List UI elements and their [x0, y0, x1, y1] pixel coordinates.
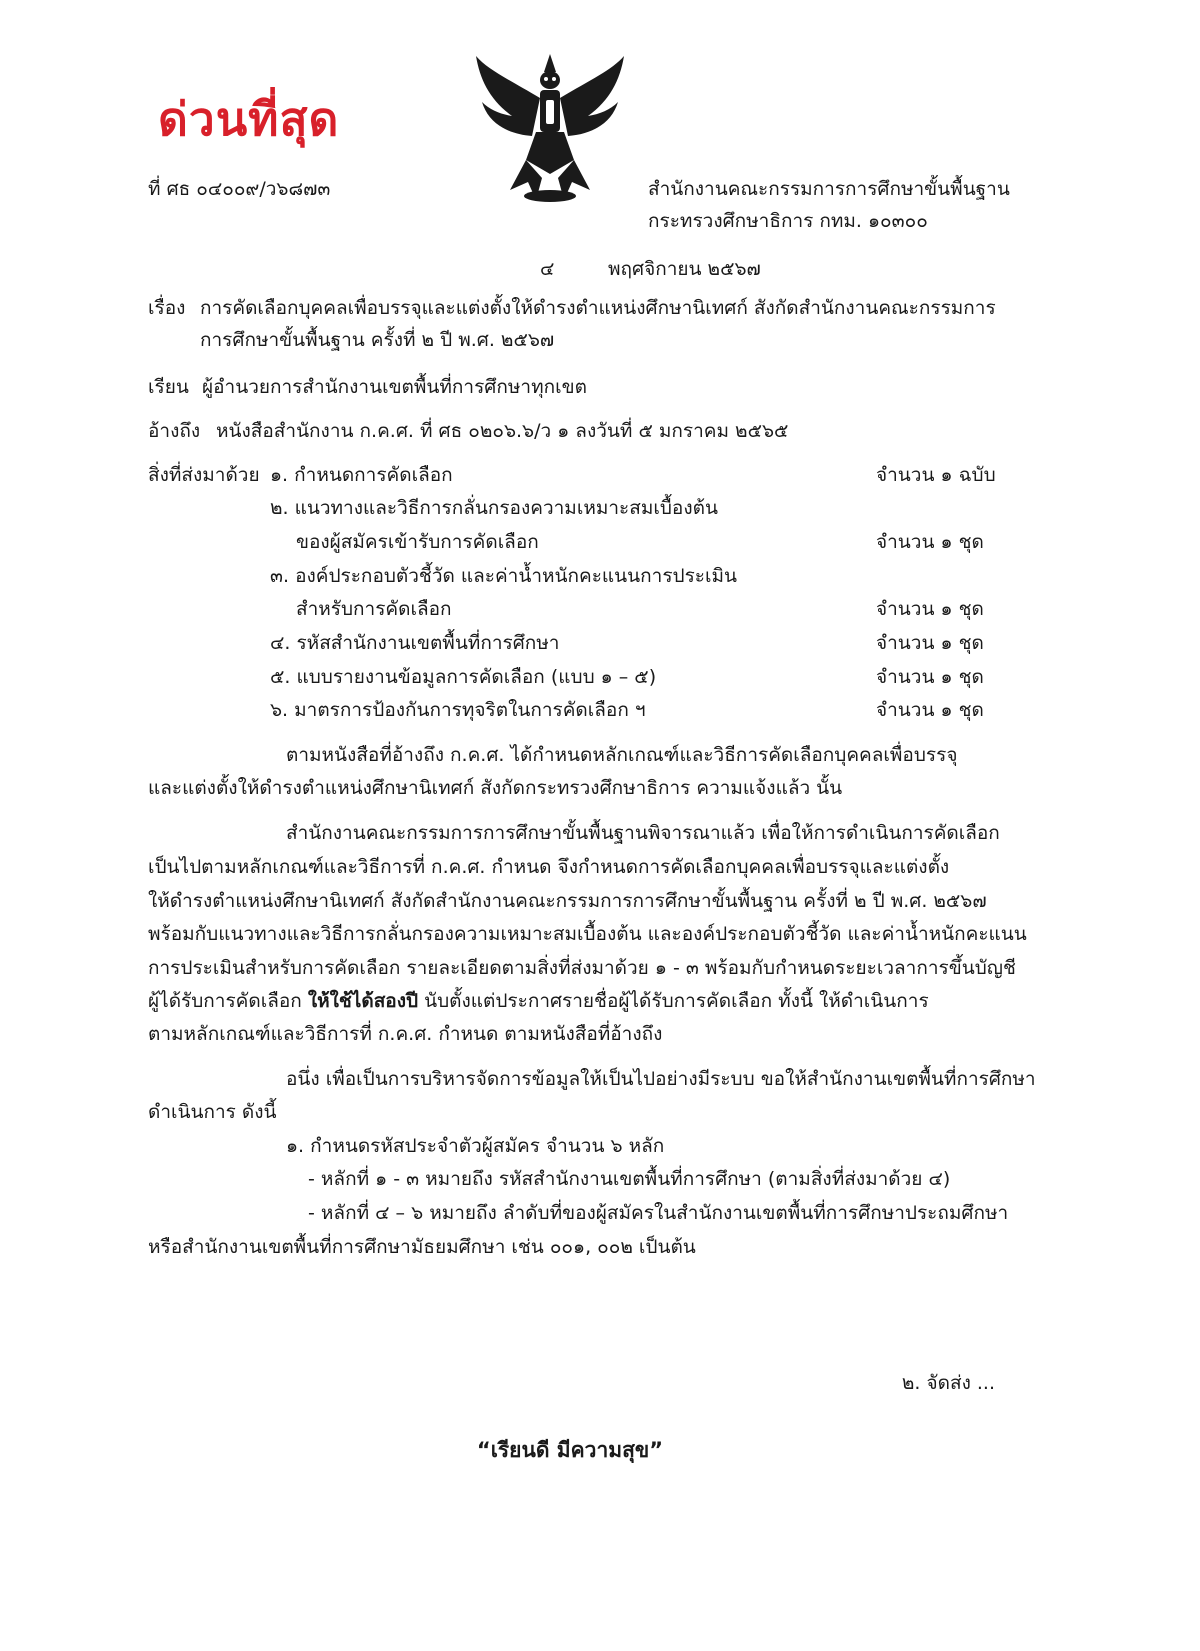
- para2-line-2: เป็นไปตามหลักเกณฑ์และวิธีการที่ ก.ค.ศ. กำหนด จึงกำหนดการคัดเลือกบุคคลเพื่อบรรจุและแต่งตั้ง: [148, 856, 950, 878]
- garuda-emblem-icon: [470, 50, 630, 210]
- enclosures-label: สิ่งที่ส่งมาด้วย: [148, 464, 260, 486]
- para2-line-7: ตามหลักเกณฑ์และวิธีการที่ ก.ค.ศ. กำหนด ตามหนังสือที่อ้างถึง: [148, 1023, 663, 1045]
- para2-line-5: การประเมินสำหรับการคัดเลือก รายละเอียดตามสิ่งที่ส่งมาด้วย ๑ - ๓ พร้อมกับกำหนดระยะเวลาการขึ้นบัญชี: [148, 957, 1016, 979]
- para3-bullet-1: - หลักที่ ๑ - ๓ หมายถึง รหัสสำนักงานเขตพื้นที่การศึกษา (ตามสิ่งที่ส่งมาด้วย ๔): [308, 1168, 951, 1190]
- enclosure-3: ๓. องค์ประกอบตัวชี้วัด และค่าน้ำหนักคะแนนการประเมิน: [270, 565, 738, 587]
- urgent-stamp: ด่วนที่สุด: [158, 92, 340, 146]
- enclosure-3-qty: จำนวน ๑ ชุด: [876, 598, 984, 620]
- date-month-year: พฤศจิกายน ๒๕๖๗: [608, 258, 761, 280]
- para2-line-1: สำนักงานคณะกรรมการการศึกษาขั้นพื้นฐานพิจารณาแล้ว เพื่อให้การดำเนินการคัดเลือก: [286, 822, 1000, 844]
- enclosure-1-qty: จำนวน ๑ ฉบับ: [876, 464, 996, 486]
- enclosure-5-qty: จำนวน ๑ ชุด: [876, 666, 984, 688]
- continued-marker: ๒. จัดส่ง ...: [901, 1372, 995, 1394]
- document-number: ที่ ศธ ๐๔๐๐๙/ว๖๘๗๓: [148, 178, 331, 200]
- enclosure-5: ๕. แบบรายงานข้อมูลการคัดเลือก (แบบ ๑ – ๕): [270, 666, 657, 688]
- enclosure-4: ๔. รหัสสำนักงานเขตพื้นที่การศึกษา: [270, 632, 560, 654]
- para3-line-2: ดำเนินการ ดังนี้: [148, 1101, 277, 1123]
- subject-label: เรื่อง: [148, 297, 186, 319]
- reference-label: อ้างถึง: [148, 420, 201, 442]
- para3-line-1: อนึ่ง เพื่อเป็นการบริหารจัดการข้อมูลให้เป็นไปอย่างมีระบบ ขอให้สำนักงานเขตพื้นที่การศึกษา: [286, 1068, 1036, 1090]
- para2-line-6c: นับตั้งแต่ประกาศรายชื่อผู้ได้รับการคัดเลือก ทั้งนี้ ให้ดำเนินการ: [424, 990, 929, 1012]
- enclosure-2: ๒. แนวทางและวิธีการกลั่นกรองความเหมาะสมเบื้องต้น: [270, 497, 718, 519]
- para3-bullet-2-cont: หรือสำนักงานเขตพื้นที่การศึกษามัธยมศึกษา เช่น ๐๐๑, ๐๐๒ เป็นต้น: [148, 1236, 696, 1258]
- enclosure-2-qty: จำนวน ๑ ชุด: [876, 531, 984, 553]
- enclosure-4-qty: จำนวน ๑ ชุด: [876, 632, 984, 654]
- subject-line-1: การคัดเลือกบุคคลเพื่อบรรจุและแต่งตั้งให้ดำรงตำแหน่งศึกษานิเทศก์ สังกัดสำนักงานคณะกรรมการ: [200, 297, 996, 319]
- date-day: ๔: [540, 258, 555, 280]
- enclosure-2-cont: ของผู้สมัครเข้ารับการคัดเลือก: [296, 531, 539, 553]
- para2-line-4: พร้อมกับแนวทางและวิธีการกลั่นกรองความเหมาะสมเบื้องต้น และองค์ประกอบตัวชี้วัด และค่าน้ำหนักคะแนน: [148, 923, 1027, 945]
- para2-line-6a: ผู้ได้รับการคัดเลือก: [148, 990, 302, 1012]
- para2-line-6: [148, 990, 929, 1013]
- to-label: เรียน: [148, 376, 189, 398]
- para1-line-1: ตามหนังสือที่อ้างถึง ก.ค.ศ. ได้กำหนดหลักเกณฑ์และวิธีการคัดเลือกบุคคลเพื่อบรรจุ: [286, 744, 958, 766]
- issuer-address: กระทรวงศึกษาธิการ กทม. ๑๐๓๐๐: [648, 210, 928, 232]
- enclosure-1: ๑. กำหนดการคัดเลือก: [270, 464, 453, 486]
- motto: “เรียนดี มีความสุข”: [476, 1438, 664, 1462]
- para3-bullet-2: - หลักที่ ๔ – ๖ หมายถึง ลำดับที่ของผู้สมัครในสำนักงานเขตพื้นที่การศึกษาประถมศึกษา: [308, 1202, 1009, 1224]
- enclosure-6-qty: จำนวน ๑ ชุด: [876, 699, 984, 721]
- reference-text: หนังสือสำนักงาน ก.ค.ศ. ที่ ศธ ๐๒๐๖.๖/ว ๑ ลงวันที่ ๕ มกราคม ๒๕๖๕: [216, 420, 789, 442]
- subject-line-2: การศึกษาขั้นพื้นฐาน ครั้งที่ ๒ ปี พ.ศ. ๒๕๖๗: [200, 329, 555, 351]
- para1-line-2: และแต่งตั้งให้ดำรงตำแหน่งศึกษานิเทศก์ สังกัดกระทรวงศึกษาธิการ ความแจ้งแล้ว นั้น: [148, 777, 843, 799]
- para3-item-1: ๑. กำหนดรหัสประจำตัวผู้สมัคร จำนวน ๖ หลัก: [286, 1135, 665, 1157]
- para2-line-3: ให้ดำรงตำแหน่งศึกษานิเทศก์ สังกัดสำนักงานคณะกรรมการการศึกษาขั้นพื้นฐาน ครั้งที่ ๒ ปี พ.ศ. ๒๕๖๗: [148, 890, 987, 912]
- issuer-office: สำนักงานคณะกรรมการการศึกษาขั้นพื้นฐาน: [648, 178, 1010, 200]
- to-recipient: ผู้อำนวยการสำนักงานเขตพื้นที่การศึกษาทุกเขต: [202, 376, 587, 398]
- enclosure-3-cont: สำหรับการคัดเลือก: [296, 598, 452, 620]
- enclosure-6: ๖. มาตรการป้องกันการทุจริตในการคัดเลือก ฯ: [270, 699, 646, 721]
- para2-emphasis: ให้ใช้ได้สองปี: [307, 990, 419, 1012]
